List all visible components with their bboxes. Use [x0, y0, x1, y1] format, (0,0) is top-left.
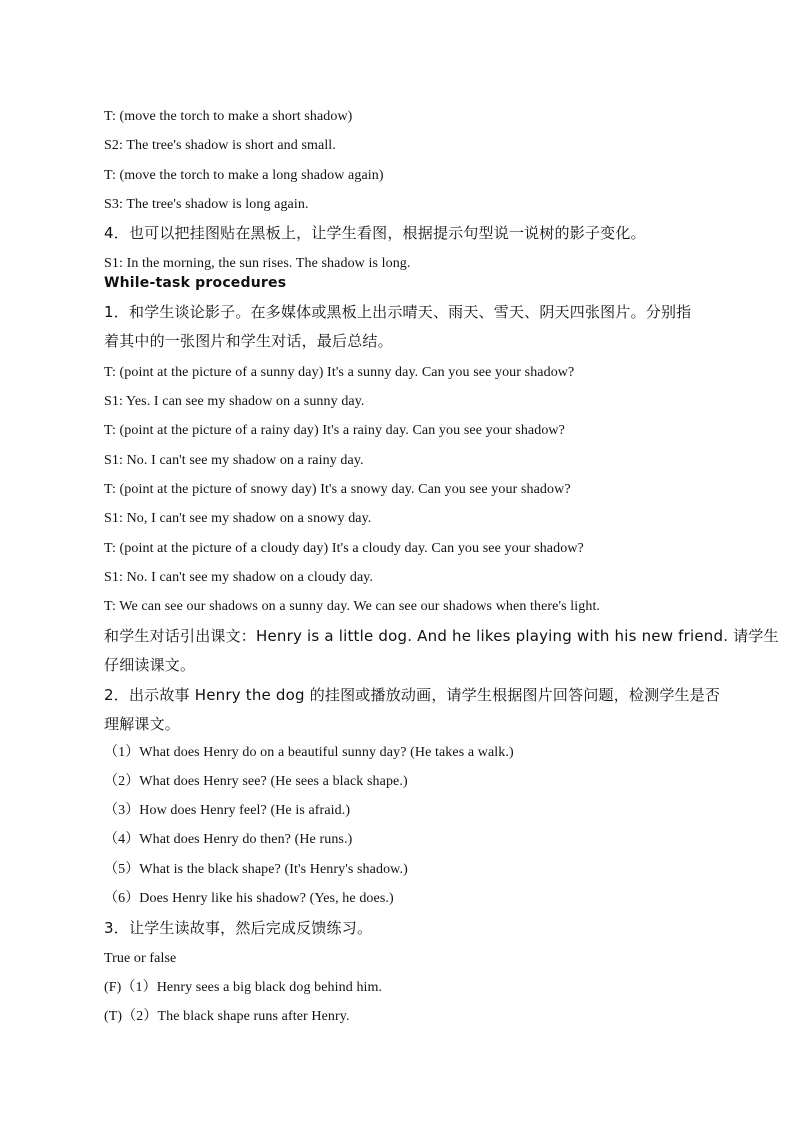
dialogue-line: S1: Yes. I can see my shadow on a sunny day.: [104, 394, 365, 409]
dialogue-line: T: We can see our shadows on a sunny day. We can see our shadows when there's light.: [104, 599, 601, 614]
question-item: （6）Does Henry like his shadow? (Yes, he does.): [104, 891, 394, 906]
true-false-item: (T)（2）The black shape runs after Henry.: [104, 1009, 350, 1024]
dialogue-line: T: (point at the picture of a rainy day) It's a rainy day. Can you see your shadow?: [104, 423, 565, 438]
instruction-step-4: 4．也可以把挂图贴在黑板上，让学生看图，根据提示句型说一说树的影子变化。: [104, 224, 646, 242]
dialogue-line: T: (move the torch to make a short shadow): [104, 109, 353, 124]
true-false-item: (F)（1）Henry sees a big black dog behind him.: [104, 980, 383, 995]
lesson-intro: 和学生对话引出课文：Henry is a little dog. And he likes playing with his new friend. 请学生: [104, 627, 779, 645]
exercise-title: True or false: [104, 951, 177, 966]
dialogue-line: S3: The tree's shadow is long again.: [104, 197, 309, 212]
section-heading: While-task procedures: [104, 275, 287, 291]
dialogue-line: T: (point at the picture of a sunny day) It's a sunny day. Can you see your shadow?: [104, 365, 575, 380]
instruction-step-3: 3．让学生读故事，然后完成反馈练习。: [104, 919, 373, 937]
dialogue-line: T: (move the torch to make a long shadow again): [104, 168, 384, 183]
lesson-intro-continued: 仔细读课文。: [104, 656, 196, 674]
instruction-step-2-continued: 理解课文。: [104, 715, 181, 733]
question-item: （2）What does Henry see? (He sees a black shape.): [104, 774, 408, 789]
instruction-step-1: 1．和学生谈论影子。在多媒体或黑板上出示晴天、雨天、雪天、阴天四张图片。分别指: [104, 303, 692, 321]
instruction-step-2: 2．出示故事 Henry the dog 的挂图或播放动画，请学生根据图片回答问题，检测学生是否: [104, 686, 721, 704]
dialogue-line: T: (point at the picture of a cloudy day) It's a cloudy day. Can you see your shadow?: [104, 541, 584, 556]
dialogue-line: S2: The tree's shadow is short and small.: [104, 138, 336, 153]
dialogue-line: S1: No. I can't see my shadow on a rainy day.: [104, 453, 364, 468]
question-item: （1）What does Henry do on a beautiful sunny day? (He takes a walk.): [104, 745, 514, 760]
question-item: （4）What does Henry do then? (He runs.): [104, 832, 353, 847]
dialogue-line: S1: No, I can't see my shadow on a snowy day.: [104, 511, 372, 526]
instruction-step-1-continued: 着其中的一张图片和学生对话，最后总结。: [104, 332, 393, 350]
dialogue-line: S1: No. I can't see my shadow on a cloudy day.: [104, 570, 374, 585]
question-item: （3）How does Henry feel? (He is afraid.): [104, 803, 351, 818]
dialogue-line: S1: In the morning, the sun rises. The shadow is long.: [104, 256, 411, 271]
dialogue-line: T: (point at the picture of snowy day) It's a snowy day. Can you see your shadow?: [104, 482, 571, 497]
question-item: （5）What is the black shape? (It's Henry's shadow.): [104, 862, 408, 877]
